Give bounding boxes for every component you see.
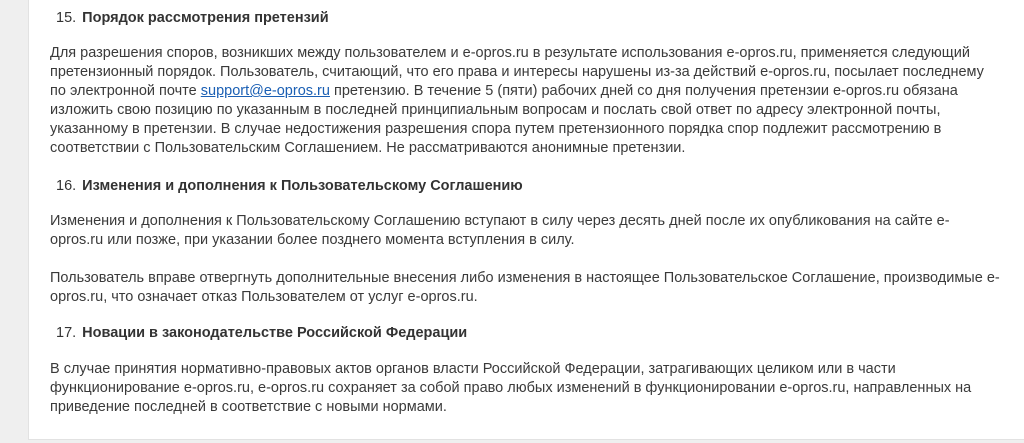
section-16-paragraph-2: Пользователь вправе отвергнуть дополнительные внесения либо изменения в настоящее Пользовательское Соглашение, производимые e-opros.ru, что означает отказ Пользователем от услуг e-opros.ru.: [50, 270, 1000, 305]
section-15-heading: [56, 9, 329, 27]
section-17-number: 17.: [56, 325, 77, 341]
section-15-paragraph: [50, 44, 1000, 158]
section-15-title: Порядок рассмотрения претензий: [82, 10, 329, 26]
section-15-text-before-link: Для разрешения споров, возникших между пользователем и e-opros.ru в результате использования e-opros.ru, применяется следующий претензионный порядок. Пользователь, считающий, что его права и интересы нарушены из-за действий e-opros.ru, посылает последнему по электронной почте: [50, 45, 984, 99]
section-16-paragraph-1: Изменения и дополнения к Пользовательскому Соглашению вступают в силу через десять дней после их опубликования на сайте e-opros.ru или позже, при указании более позднего момента вступления в силу.: [50, 213, 950, 248]
agreement-content-panel: [28, 0, 1024, 440]
section-15-number: 15.: [56, 10, 77, 26]
section-16-heading: [56, 177, 523, 195]
section-16-title: Изменения и дополнения к Пользовательскому Соглашению: [82, 178, 523, 194]
section-17-paragraph: В случае принятия нормативно-правовых актов органов власти Российской Федерации, затрагивающих целиком или в части функционирование e-opros.ru, e-opros.ru сохраняет за собой право любых изменений в функционировании e-opros.ru, направленных на приведение последней в соответствие с новыми нормами.: [50, 361, 972, 415]
support-email-link[interactable]: support@e-opros.ru: [200, 83, 330, 99]
section-15-text-after-link: претензию. В течение 5 (пяти) рабочих дней со дня получения претензии e-opros.ru обязана изложить свою позицию по указанным в последней принципиальным вопросам и послать свой ответ по адресу электронной почты, указанному в претензии. В случае недостижения разрешения спора путем претензионного порядка спор подлежит рассмотрению в соответствии с Пользовательским Соглашением. Не рассматриваются анонимные претензии.: [50, 83, 958, 156]
section-16-number: 16.: [56, 178, 77, 194]
section-17-heading: [56, 324, 467, 342]
section-17-title: Новации в законодательстве Российской Федерации: [82, 325, 468, 341]
